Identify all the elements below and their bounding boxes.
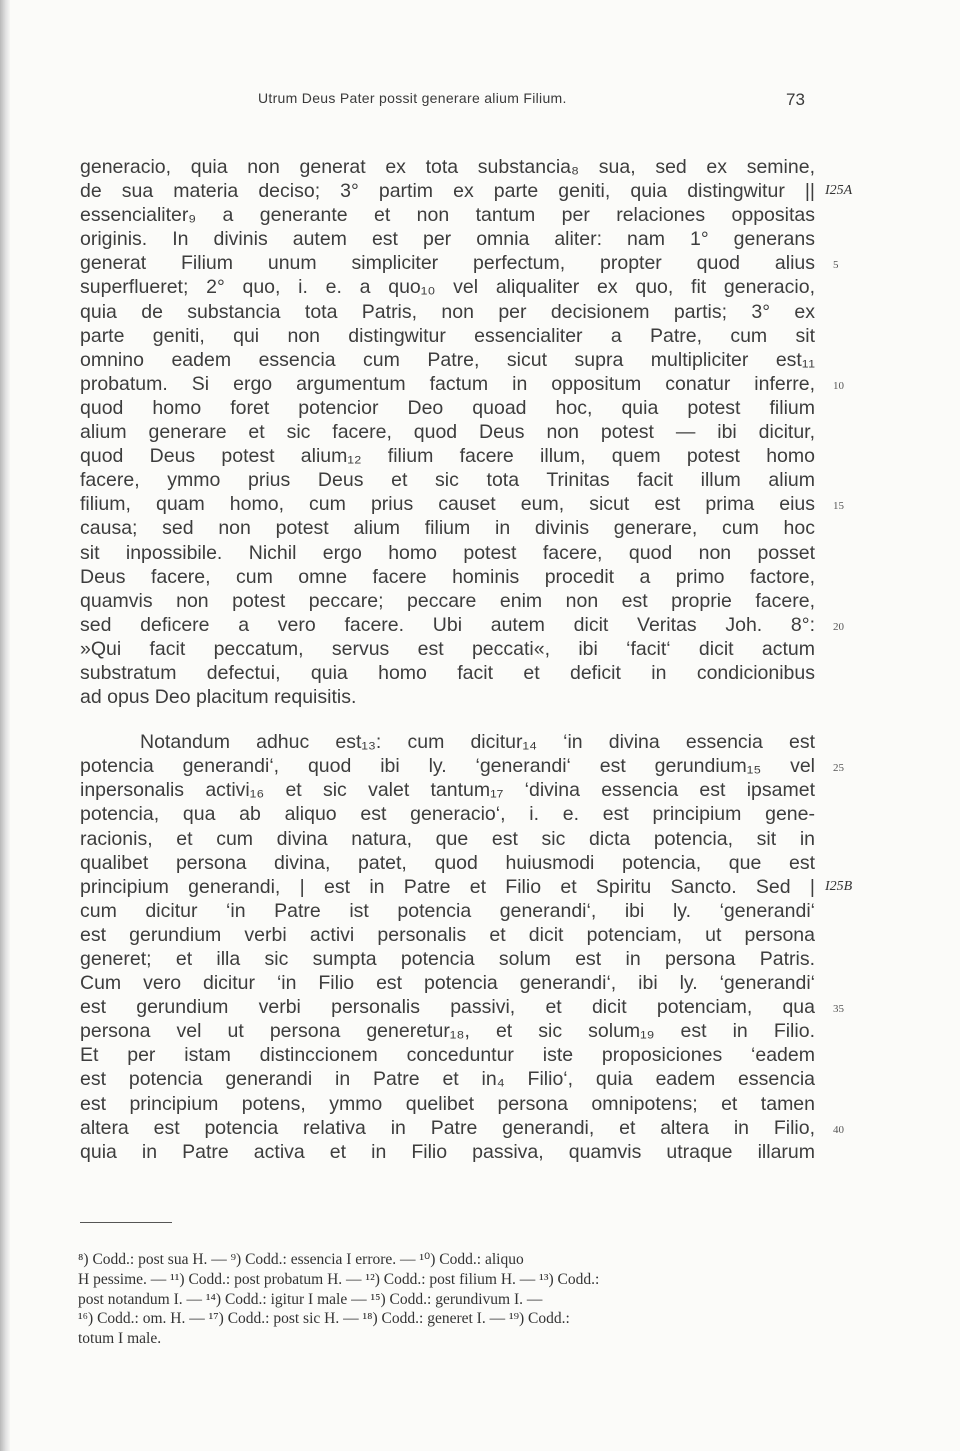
line-text: Notandum adhuc est₁₃: cum dicitur₁₄ ‘in divina essencia est [140, 731, 815, 754]
line-text: Deus facere, cum omne facere hominis procedit a primo factore, [80, 565, 815, 588]
text-line [80, 492, 844, 516]
line-text: altera est potencia relativa in Patre generandi, et altera in Filio, [80, 1116, 815, 1139]
paragraph-gap [80, 709, 815, 730]
line-text: »Qui facit peccatum, servus est peccati«, ibi ‘facit‘ dicit actum [80, 637, 815, 660]
text-line [80, 637, 815, 661]
text-line [80, 1116, 844, 1140]
line-text: generacio, quia non generat ex tota substancia₈ sua, sed ex semine, [80, 156, 815, 178]
line-text: cum dicitur ‘in Patre ist potencia generandi‘, ibi ly. ‘generandi‘ [80, 899, 815, 922]
footnote-line: ¹⁶) Codd.: om. H. — ¹⁷) Codd.: post sic H. — ¹⁸) Codd.: generet I. — ¹⁹) Codd.: [78, 1310, 570, 1328]
line-text: inpersonalis activi₁₆ et sic valet tantum₁₇ ‘divina essencia est ipsamet [80, 779, 815, 802]
line-text: facere, ymmo prius Deus et sic tota Trinitas facit illum alium [80, 469, 815, 492]
text-line [80, 324, 815, 348]
running-title: Utrum Deus Pater possit generare alium Filium. [258, 90, 567, 106]
line-number: 20 [833, 620, 844, 633]
text-line [80, 420, 815, 444]
line-number: 10 [833, 379, 844, 392]
footnote-line: H pessime. — ¹¹) Codd.: post probatum H. — ¹²) Codd.: post filium H. — ¹³) Codd.: [78, 1270, 600, 1288]
line-text: parte geniti, qui non distingwitur essencialiter a Patre, cum sit [80, 324, 815, 347]
line-text: est potencia generandi in Patre et in₄ Filio‘, quia eadem essencia [80, 1068, 815, 1091]
page-header [0, 90, 960, 114]
text-line [80, 565, 815, 589]
text-line [80, 1140, 815, 1164]
text-line [80, 251, 839, 275]
text-line [80, 613, 844, 637]
text-line [80, 661, 815, 685]
line-text: sed deficere a vero facere. Ubi autem dicit Veritas Joh. 8°: [80, 613, 815, 636]
text-line [80, 754, 844, 778]
text-line [80, 923, 815, 947]
text-line [80, 516, 815, 540]
text-line [80, 275, 815, 299]
line-text: potencia, qua ab aliquo est generacio‘, i. e. est principium gene- [80, 803, 815, 826]
line-text: generet; et illa sic sumpta potencia solum est in persona Patris. [80, 948, 815, 970]
text-line [80, 541, 815, 565]
line-text: persona vel ut persona generetur₁₈, et sic solum₁₉ est in Filio. [80, 1020, 815, 1043]
line-text: originis. In divinis autem est per omnia aliter: nam 1° generans [80, 228, 815, 251]
line-text: quia de substancia tota Patris, non per decisionem partis; 3° ex [80, 300, 815, 323]
line-text: est gerundium verbi personalis passivi, et dicit potenciam, qua [80, 996, 815, 1019]
text-line [80, 1092, 815, 1116]
page-edge-shadow [0, 0, 10, 1451]
text-line [80, 730, 815, 754]
line-text: generat Filium unum simpliciter perfectum, propter quod alius [80, 252, 815, 275]
main-text [80, 155, 853, 1164]
line-text: filium, quam homo, cum prius causet eum, sicut est prima eius [80, 493, 815, 516]
line-text: substratum defectui, quia homo facit et deficit in condicionibus [80, 661, 815, 684]
text-line [80, 444, 815, 468]
text-line [80, 348, 815, 372]
line-text: omnino eadem essencia cum Patre, sicut supra multipliciter est₁₁ [80, 348, 815, 371]
text-line [80, 589, 815, 613]
text-line [80, 971, 815, 995]
line-text: est principium potens, ymmo quelibet persona omnipotens; et tamen [80, 1092, 815, 1115]
text-line [80, 179, 853, 203]
line-text: probatum. Si ergo argumentum factum in oppositum conatur inferre, [80, 372, 815, 395]
footnotes [78, 1250, 818, 1349]
line-text: Cum vero dicitur ‘in Filio est potencia generandi‘, ibi ly. ‘generandi‘ [80, 972, 815, 995]
line-text: quod homo foret potencior Deo quoad hoc, quia potest filium [80, 396, 815, 419]
line-text: potencia generandi‘, quod ibi ly. ‘generandi‘ est gerundium₁₅ vel [80, 755, 815, 778]
line-text: superflueret; 2° quo, i. e. a quo₁₀ vel aliqualiter ex quo, fit generacio, [80, 276, 815, 299]
text-line [80, 155, 815, 179]
line-number: 35 [833, 1003, 844, 1016]
folio-marginal-note: I25B [825, 878, 853, 894]
page-number: 73 [786, 90, 805, 109]
text-line [80, 203, 815, 227]
text-line [80, 685, 815, 709]
line-text: principium generandi, | est in Patre et Filio et Spiritu Sancto. Sed | [80, 875, 815, 898]
line-text: quia in Patre activa et in Filio passiva, quamvis utraque illarum [80, 1140, 815, 1163]
line-text: sit inpossibile. Nichil ergo homo potest facere, quod non posset [80, 541, 815, 564]
text-line [80, 947, 815, 971]
line-text: causa; sed non potest alium filium in divinis generare, cum hoc [80, 517, 815, 540]
text-line [80, 227, 815, 251]
folio-marginal-note: I25A [825, 183, 853, 199]
line-text: quod Deus potest alium₁₂ filium facere illum, quem potest homo [80, 445, 815, 468]
footnote-line: totum I male. [78, 1330, 162, 1348]
footnote-line: ⁸) Codd.: post sua H. — ⁹) Codd.: essencia I errore. — ¹⁰) Codd.: aliquo [78, 1251, 524, 1268]
text-line [80, 1019, 815, 1043]
line-text: ad opus Deo placitum requisitis. [80, 686, 357, 709]
text-line [80, 1043, 815, 1067]
text-line [80, 468, 815, 492]
text-line [80, 396, 815, 420]
line-number: 25 [833, 762, 844, 775]
line-number: 5 [833, 259, 839, 272]
text-line [80, 802, 815, 826]
text-line [80, 851, 815, 875]
text-line [80, 899, 815, 923]
text-line [80, 778, 815, 802]
line-text: alium generare et sic facere, quod Deus non potest — ibi dicitur, [80, 421, 815, 444]
text-line [80, 1067, 815, 1091]
text-line [80, 372, 844, 396]
footnote-line: post notandum I. — ¹⁴) Codd.: igitur I male — ¹⁵) Codd.: gerundivum I. — [78, 1290, 543, 1308]
line-number: 40 [833, 1123, 844, 1136]
line-number: 15 [833, 500, 844, 513]
line-text: quamvis non potest peccare; peccare enim non est proprie facere, [80, 589, 815, 612]
line-text: racionis, et cum divina natura, que est sic dicta potencia, sit in [80, 827, 815, 850]
line-text: Et per istam distinccionem conceduntur iste proposiciones ‘eadem [80, 1044, 815, 1067]
text-line [80, 827, 815, 851]
text-line [80, 300, 815, 324]
line-text: qualibet persona divina, patet, quod huiusmodi potencia, que est [80, 851, 815, 874]
text-line [80, 875, 853, 899]
text-line [80, 995, 844, 1019]
line-text: de sua materia deciso; 3° partim ex parte geniti, quia distingwitur || [80, 180, 815, 203]
line-text: essencialiter₉ a generante et non tantum per relaciones oppositas [80, 204, 815, 227]
line-text: est gerundium verbi activi personalis et dicit potenciam, ut persona [80, 923, 815, 946]
footnote-rule [80, 1222, 172, 1223]
